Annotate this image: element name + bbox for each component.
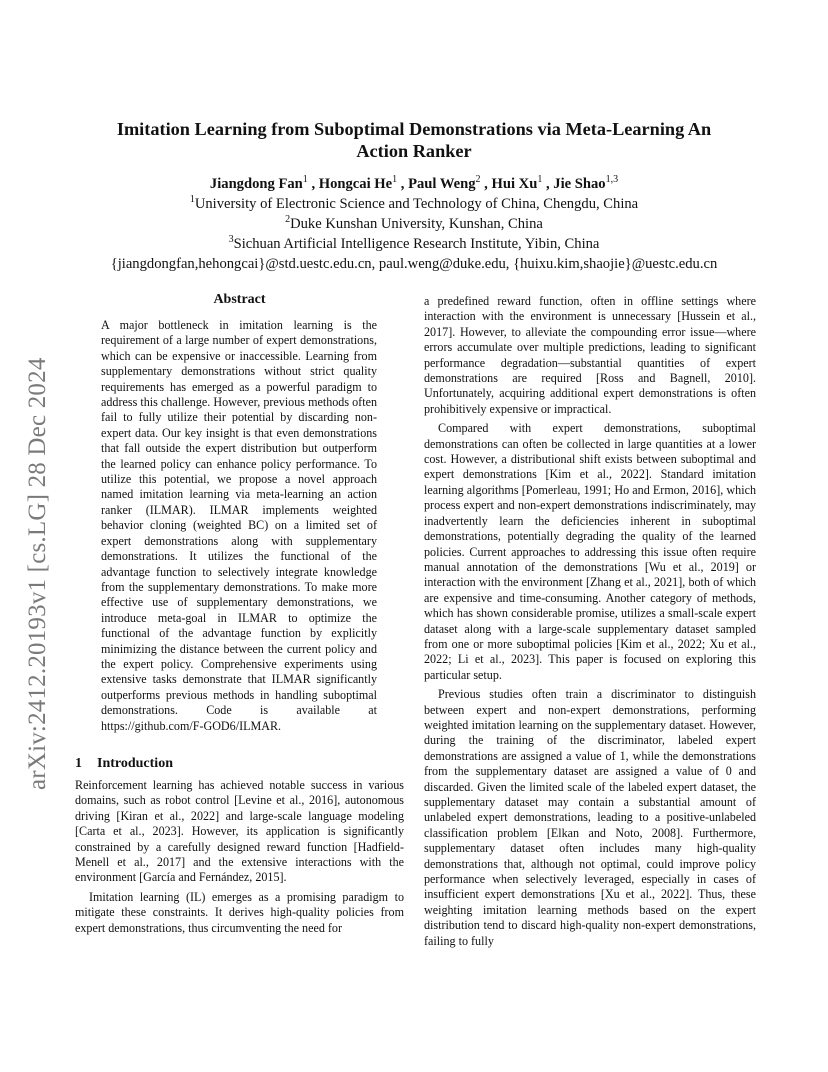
left-column <box>75 292 404 936</box>
section-heading-introduction <box>75 756 404 772</box>
affiliation-marker: 1 <box>302 174 308 185</box>
author-name: Jie Shao <box>553 176 606 192</box>
author-emails[interactable]: {jiangdongfan,hehongcai}@std.uestc.edu.cn, paul.weng@duke.edu, {huixu.kim,shaojie}@uestc.edu.cn <box>110 256 718 272</box>
affiliation-marker: 2 <box>475 174 481 185</box>
right-column <box>424 294 756 949</box>
paper-title <box>70 118 758 162</box>
author-name: Hui Xu <box>491 176 538 192</box>
affiliation-marker: 3 <box>228 234 234 245</box>
abstract-heading: Abstract <box>213 292 266 307</box>
affiliation-marker: 1 <box>537 174 543 185</box>
affiliation-1 <box>70 194 758 214</box>
affiliation-text: Duke Kunshan University, Kunshan, China <box>290 216 543 232</box>
author-name: Hongcai He <box>318 176 393 192</box>
section-number: 1 <box>75 755 82 771</box>
affiliation-2 <box>70 214 758 234</box>
section-title: Introduction <box>97 755 173 771</box>
author-name: Paul Weng <box>408 176 476 192</box>
affiliation-text: University of Electronic Science and Technology of China, Chengdu, China <box>194 196 639 212</box>
affiliation-marker: 1 <box>189 194 195 205</box>
intro-paragraph-1: Reinforcement learning has achieved notable success in various domains, such as robot control [Levine et al., 2016], autonomous driving [Kiran et al., 2022] and large-scale language modeling [Carta et al., 2023]. However, its application is significantly constrained by a carefully designed reward function [Hadfield-Menell et al., 2017] and the extensive interactions with the environment [García and Fernández, 2015]. <box>75 777 404 885</box>
right-paragraph-2: Compared with expert demonstrations, suboptimal demonstrations can often be collected in large quantities at a lower cost. However, a distributional shift exists between suboptimal and expert demonstrations [Kim et al., 2022]. Standard imitation learning algorithms [Pomerleau, 1991; Ho and Ermon, 2016], which process expert and non-expert demonstrations indiscriminately, may inadvertently learn the deficiencies inherent in suboptimal demonstrations, potentially degrading the quality of the learned policies. Current approaches to addressing this issue often require manual annotation of the demonstrations [Wu et al., 2019] or interaction with the environment [Zhang et al., 2021], both of which are expensive and time-consuming. Another category of methods, which has shown considerable promise, utilizes a small-scale expert dataset along with a large-scale supplementary dataset sampled from one or more suboptimal policies [Kim et al., 2022; Xu et al., 2022; Li et al., 2023]. This paper is focused on exploring this particular setup. <box>424 421 756 682</box>
author-names <box>70 174 758 194</box>
intro-paragraph-2: Imitation learning (IL) emerges as a promising paradigm to mitigate these constraints. It derives high-quality policies from expert demonstrations, thus circumventing the need for <box>75 889 404 935</box>
author-separator: , <box>397 176 409 192</box>
author-separator: , <box>542 176 554 192</box>
author-block <box>70 174 758 274</box>
title-line-2: Action Ranker <box>356 141 472 161</box>
author-separator: , <box>307 176 319 192</box>
affiliation-3 <box>70 234 758 254</box>
title-line-1: Imitation Learning from Suboptimal Demonstrations via Meta-Learning An <box>116 119 712 139</box>
affiliation-marker: 1 <box>392 174 398 185</box>
right-paragraph-3: Previous studies often train a discriminator to distinguish between expert and non-expert demonstrations, performing weighted imitation learning on the supplementary dataset. However, during the training of the discriminator, labeled expert demonstrations are assigned a value of 1, while the demonstrations from the supplementary dataset are assigned a value of 0 and discarded. Given the limited scale of the labeled expert dataset, the supplementary dataset may contain a substantial amount of unlabeled expert demonstrations, leading to a positive-unlabeled classification problem [Elkan and Noto, 2008]. Furthermore, supplementary dataset often includes many high-quality demonstrations that, although not optimal, could improve policy performance when selectively leveraged, especially in cases of insufficient expert demonstrations [Xu et al., 2022]. Thus, these weighting imitation learning methods based on the expert distribution tend to discard high-quality non-expert demonstrations, failing to fully <box>424 687 756 948</box>
arxiv-identifier-stamp[interactable]: arXiv:2412.20193v1 [cs.LG] 28 Dec 2024 <box>24 357 51 790</box>
affiliation-marker: 1,3 <box>605 174 619 185</box>
author-name: Jiangdong Fan <box>209 176 303 192</box>
abstract-body: A major bottleneck in imitation learning is the requirement of a large number of expert demonstrations, which can be expensive or inaccessible. Learning from supplementary demonstrations without strict quality requirements has emerged as a powerful paradigm to address this challenge. However, previous methods often fail to fully utilize their potential by discarding non-expert data. Our key insight is that even demonstrations that fall outside the expert distribution but outperform the learned policy can enhance policy performance. To utilize this potential, we propose a novel approach named imitation learning via meta-learning an action ranker (ILMAR). ILMAR implements weighted behavior cloning (weighted BC) on a limited set of expert demonstrations along with supplementary demonstrations. It utilizes the functional of the advantage function to selectively integrate knowledge from the supplementary demonstrations. To make more effective use of supplementary demonstrations, we introduce meta-goal in ILMAR to optimize the functional of the advantage function by explicitly minimizing the distance between the current policy and the expert policy. Comprehensive experiments using extensive tasks demonstrate that ILMAR significantly outperforms previous methods in handling suboptimal demonstrations. Code is available at https://github.com/F-GOD6/ILMAR. <box>101 318 377 733</box>
right-paragraph-1: a predefined reward function, often in offline settings where interaction with the environment is unnecessary [Hussein et al., 2017]. However, to alleviate the compounding error issue—where errors accumulate over multiple predictions, leading to significant performance degradation—substantial quantities of expert demonstrations are required [Ross and Bagnell, 2010]. Unfortunately, acquiring additional expert demonstrations is often prohibitively expensive or impractical. <box>424 294 756 416</box>
affiliation-marker: 2 <box>285 214 291 225</box>
author-separator: , <box>480 176 492 192</box>
affiliation-text: Sichuan Artificial Intelligence Research Institute, Yibin, China <box>233 236 600 252</box>
